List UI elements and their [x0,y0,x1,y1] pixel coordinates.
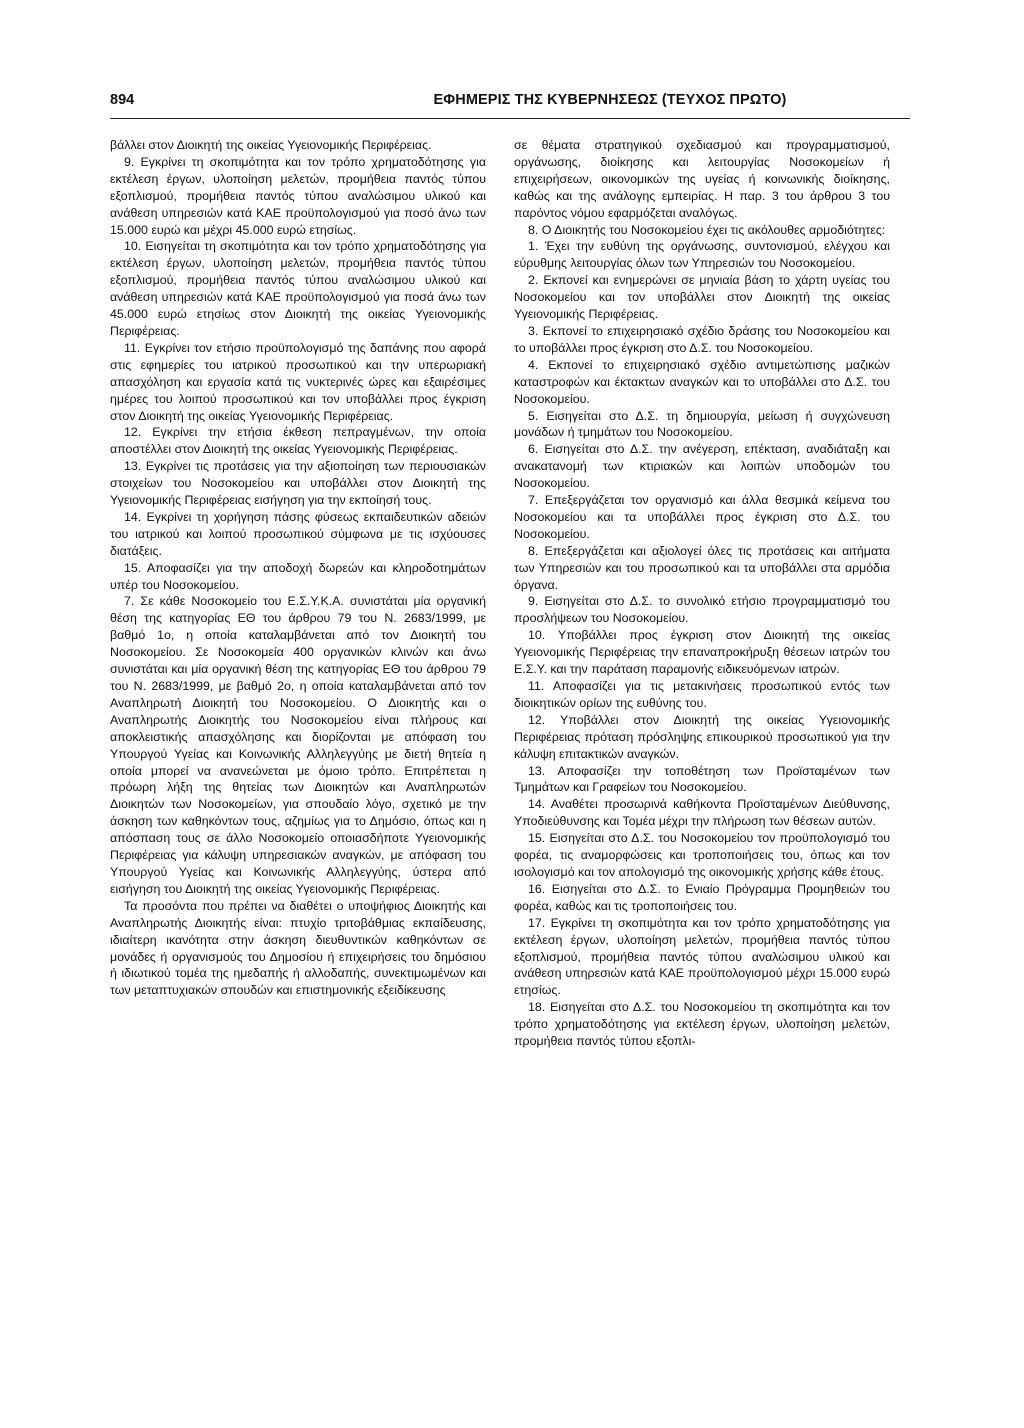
paragraph: 2. Εκπονεί και ενημερώνει σε μηνιαία βάση το χάρτη υγείας του Νοσοκομείου και τον υποβάλλει στον Διοικητή της οικείας Υγειονομικής Περιφέρειας. [514,273,890,322]
paragraph: 12. Υποβάλλει στον Διοικητή της οικείας Υγειονομικής Περιφέρειας πρόταση πρόσληψης επικουρικού προσωπικού για την κάλυψη επιτακτικών αναγκών. [514,712,890,761]
paragraph: 3. Εκπονεί το επιχειρησιακό σχέδιο δράσης του Νοσοκομείου και το υποβάλλει προς έγκριση στο Δ.Σ. του Νοσοκομείου. [514,323,890,355]
paragraph: βάλλει στον Διοικητή της οικείας Υγειονομικής Περιφέρειας. [110,138,432,152]
paragraph: 15. Αποφασίζει για την αποδοχή δωρεών και κληροδοτημάτων υπέρ του Νοσοκομείου. [110,560,486,592]
paragraph: 9. Εισηγείται στο Δ.Σ. το συνολικό ετήσιο προγραμματισμό του προσλήψεων του Νοσοκομείου. [514,594,890,626]
header-rule [110,118,910,119]
paragraph: 15. Εισηγείται στο Δ.Σ. του Νοσοκομείου τον προϋπολογισμό του φορέα, τις αναμορφώσεις και τροποποιήσεις του, όπως και τον ισολογισμό και τον απολογισμό της οικονομικής χρήσης κάθε έτους. [514,831,890,879]
paragraph: 10. Υποβάλλει προς έγκριση στον Διοικητή της οικείας Υγειονομικής Περιφέρειας την επαναπροκήρυξη θέσεων ιατρών του Ε.Σ.Υ. και την παράταση παραμονής ειδικευόμενων ιατρών. [514,628,890,677]
paragraph: 5. Εισηγείται στο Δ.Σ. τη δημιουργία, μείωση ή συγχώνευση μονάδων ή τμημάτων του Νοσοκομείου. [514,408,890,440]
paragraph: 9. Εγκρίνει τη σκοπιμότητα και τον τρόπο χρηματοδότησης για εκτέλεση έργων, υλοποίηση μελετών, προμήθεια παντός τύπου εξοπλισμού, προμήθεια παντός τύπου αναλώσιμου υλικού και ανάθεση υπηρεσιών κατά ΚΑΕ προϋπολογισμού για ποσό άνω των 15.000 ευρώ και μέχρι 45.000 ευρώ ετησίως. [110,154,486,237]
paragraph: 4. Εκπονεί το επιχειρησιακό σχέδιο αντιμετώπισης μαζικών καταστροφών και έκτακτων αναγκών και το υποβάλλει στο Δ.Σ. του Νοσοκομείου. [514,357,890,406]
paragraph: 13. Εγκρίνει τις προτάσεις για την αξιοποίηση των περιουσιακών στοιχείων του Νοσοκομείου και υποβάλλει στον Διοικητή της Υγειονομικής Περιφέρειας εισήγηση για την εκποίησή τους. [110,459,486,508]
paragraph: 7. Σε κάθε Νοσοκομείο του Ε.Σ.Υ.Κ.Α. συνιστάται μία οργανική θέση της κατηγορίας ΕΘ του άρθρου 79 του Ν. 2683/1999, με βαθμό 1ο, η οποία καταλαμβάνεται από τον Διοικητή του Νοσοκομείου. Σε Νοσοκομεία 400 οργανικών κλινών και άνω συνιστάται και μία οργανική θέση της κατηγορίας ΕΘ του άρθρου 79 του Ν. 2683/1999, με βαθμό 2ο, η οποία καταλαμβάνεται από τον Αναπληρωτή Διοικητή του Νοσοκομείου. Ο Διοικητής και ο Αναπληρωτής Διοικητής του Νοσοκομείου είναι πλήρους και αποκλειστικής απασχόλησης και διορίζονται με απόφαση του Υπουργού Υγείας και Κοινωνικής Αλληλεγγύης με διετή θητεία η οποία μπορεί να ανανεώνεται με όμοιο τρόπο. Επιτρέπεται η πρόωρη λήξη της θητείας των Διοικητών και Αναπληρωτών Διοικητών των Νοσοκομείων, για σπουδαίο λόγο, σχετικό με την άσκηση των καθηκόντων τους, αζημίως για το Δημόσιο, όπως και η απόσπαση τους σε άλλο Νοσοκομείο οποιασδήποτε Υγειονομικής Περιφέρειας για κάλυψη υπηρεσιακών αναγκών, με απόφαση του Υπουργού Υγείας και Κοινωνικής Αλληλεγγύης, ύστερα από εισήγηση του Διοικητή της οικείας Υγειονομικής Περιφέρειας. [110,594,486,896]
running-title: ΕΦΗΜΕΡΙΣ ΤΗΣ ΚΥΒΕΡΝΗΣΕΩΣ (ΤΕΥΧΟΣ ΠΡΩΤΟ) [433,92,787,108]
right-column [514,137,890,1050]
paragraph: 14. Εγκρίνει τη χορήγηση πάσης φύσεως εκπαιδευτικών αδειών του ιατρικού και λοιπού προσωπικού σύμφωνα με τις ισχύουσες διατάξεις. [110,509,486,558]
paragraph: 13. Αποφασίζει την τοποθέτηση των Προϊσταμένων των Τμημάτων και Γραφείων του Νοσοκομείου. [514,763,890,795]
paragraph: 18. Εισηγείται στο Δ.Σ. του Νοσοκομείου τη σκοπιμότητα και τον τρόπο χρηματοδότησης για εκτέλεση έργων, υλοποίηση μελετών, προμήθεια παντός τύπου εξοπλι- [514,1000,890,1049]
paragraph: 8. Ο Διοικητής του Νοσοκομείου έχει τις ακόλουθες αρμοδιότητες: [528,222,886,237]
paragraph: Τα προσόντα που πρέπει να διαθέτει ο υποψήφιος Διοικητής και Αναπληρωτής Διοικητής είναι: πτυχίο τριτοβάθμιας εκπαίδευσης, ιδιαίτερη ικανότητα στην άσκηση διευθυντικών καθηκόντων σε μονάδες ή οργανισμούς του Δημοσίου ή επιχειρήσεις του δημόσιου ή ιδιωτικού τομέα της ημεδαπής ή αλλοδαπής, συνεκτιμωμένων και των μεταπτυχιακών σπουδών και επιστημονικής εξειδίκευσης [110,898,486,998]
paragraph: 11. Εγκρίνει τον ετήσιο προϋπολογισμό της δαπάνης που αφορά στις εφημερίες του ιατρικού προσωπικού και την υπερωριακή απασχόληση και εργασία κατά τις νυκτερινές ώρες και εξαιρέσιμες ημέρες του λοιπού προσωπικού και τον υποβάλλει προς έγκριση στον Διοικητή της οικείας Υγειονομικής Περιφέρειας. [110,340,486,423]
paragraph: 11. Αποφασίζει για τις μετακινήσεις προσωπικού εντός των διοικητικών ορίων της ευθύνης του. [514,679,890,710]
paragraph: 14. Αναθέτει προσωρινά καθήκοντα Προϊσταμένων Διεύθυνσης, Υποδιεύθυνσης και Τομέα μέχρι την πλήρωση των θέσεων αυτών. [514,797,890,829]
paragraph: 16. Εισηγείται στο Δ.Σ. το Ενιαίο Πρόγραμμα Προμηθειών του φορέα, καθώς και τις τροποποιήσεις του. [514,881,890,913]
left-column [110,137,486,999]
paragraph: 10. Εισηγείται τη σκοπιμότητα και τον τρόπο χρηματοδότησης για εκτέλεση έργων, υλοποίηση μελετών, προμήθεια παντός τύπου εξοπλισμού, προμήθεια παντός τύπου αναλώσιμου υλικού και ανάθεση υπηρεσιών κατά ΚΑΕ προϋπολογισμού για ποσά άνω των 45.000 ευρώ ετησίως στον Διοικητή της οικείας Υγειονομικής Περιφέρειας. [110,239,486,338]
paragraph: 7. Επεξεργάζεται τον οργανισμό και άλλα θεσμικά κείμενα του Νοσοκομείου και τα υποβάλλει προς έγκριση στο Δ.Σ. του Νοσοκομείου. [514,493,890,541]
paragraph: σε θέματα στρατηγικού σχεδιασμού και προγραμματισμού, οργάνωσης, διοίκησης και λειτουργίας Νοσοκομείων ή επιχειρήσεων, οικονομικών της υγείας ή κοινωνικής διοίκησης, καθώς και της ανάλογης εμπειρίας. Η παρ. 3 του άρθρου 3 του παρόντος νόμου εφαρμόζεται αναλόγως. [514,138,890,220]
paragraph: 1. Έχει την ευθύνη της οργάνωσης, συντονισμού, ελέγχου και εύρυθμης λειτουργίας όλων των Υπηρεσιών του Νοσοκομείου. [514,239,890,271]
paragraph: 12. Εγκρίνει την ετήσια έκθεση πεπραγμένων, την οποία αποστέλλει στον Διοικητή της οικείας Υγειονομικής Περιφέρειας. [110,425,486,457]
paragraph: 8. Επεξεργάζεται και αξιολογεί όλες τις προτάσεις και αιτήματα των Υπηρεσιών και του προσωπικού και τα υποβάλλει στα αρμόδια όργανα. [514,543,890,592]
paragraph: 6. Εισηγείται στο Δ.Σ. την ανέγερση, επέκταση, αναδιάταξη και ανακατανομή των κτιριακών και λοιπών υποδομών του Νοσοκομείου. [514,442,890,491]
page-header [110,92,910,114]
paragraph: 17. Εγκρίνει τη σκοπιμότητα και τον τρόπο χρηματοδότησης για εκτέλεση έργων, υλοποίηση μελετών, προμήθεια παντός τύπου εξοπλισμού, προμήθεια παντός τύπου αναλώσιμου υλικού και ανάθεση υπηρεσιών κατά ΚΑΕ προϋπολογισμού μέχρι 15.000 ευρώ ετησίως. [514,915,890,998]
page-number: 894 [110,92,135,108]
